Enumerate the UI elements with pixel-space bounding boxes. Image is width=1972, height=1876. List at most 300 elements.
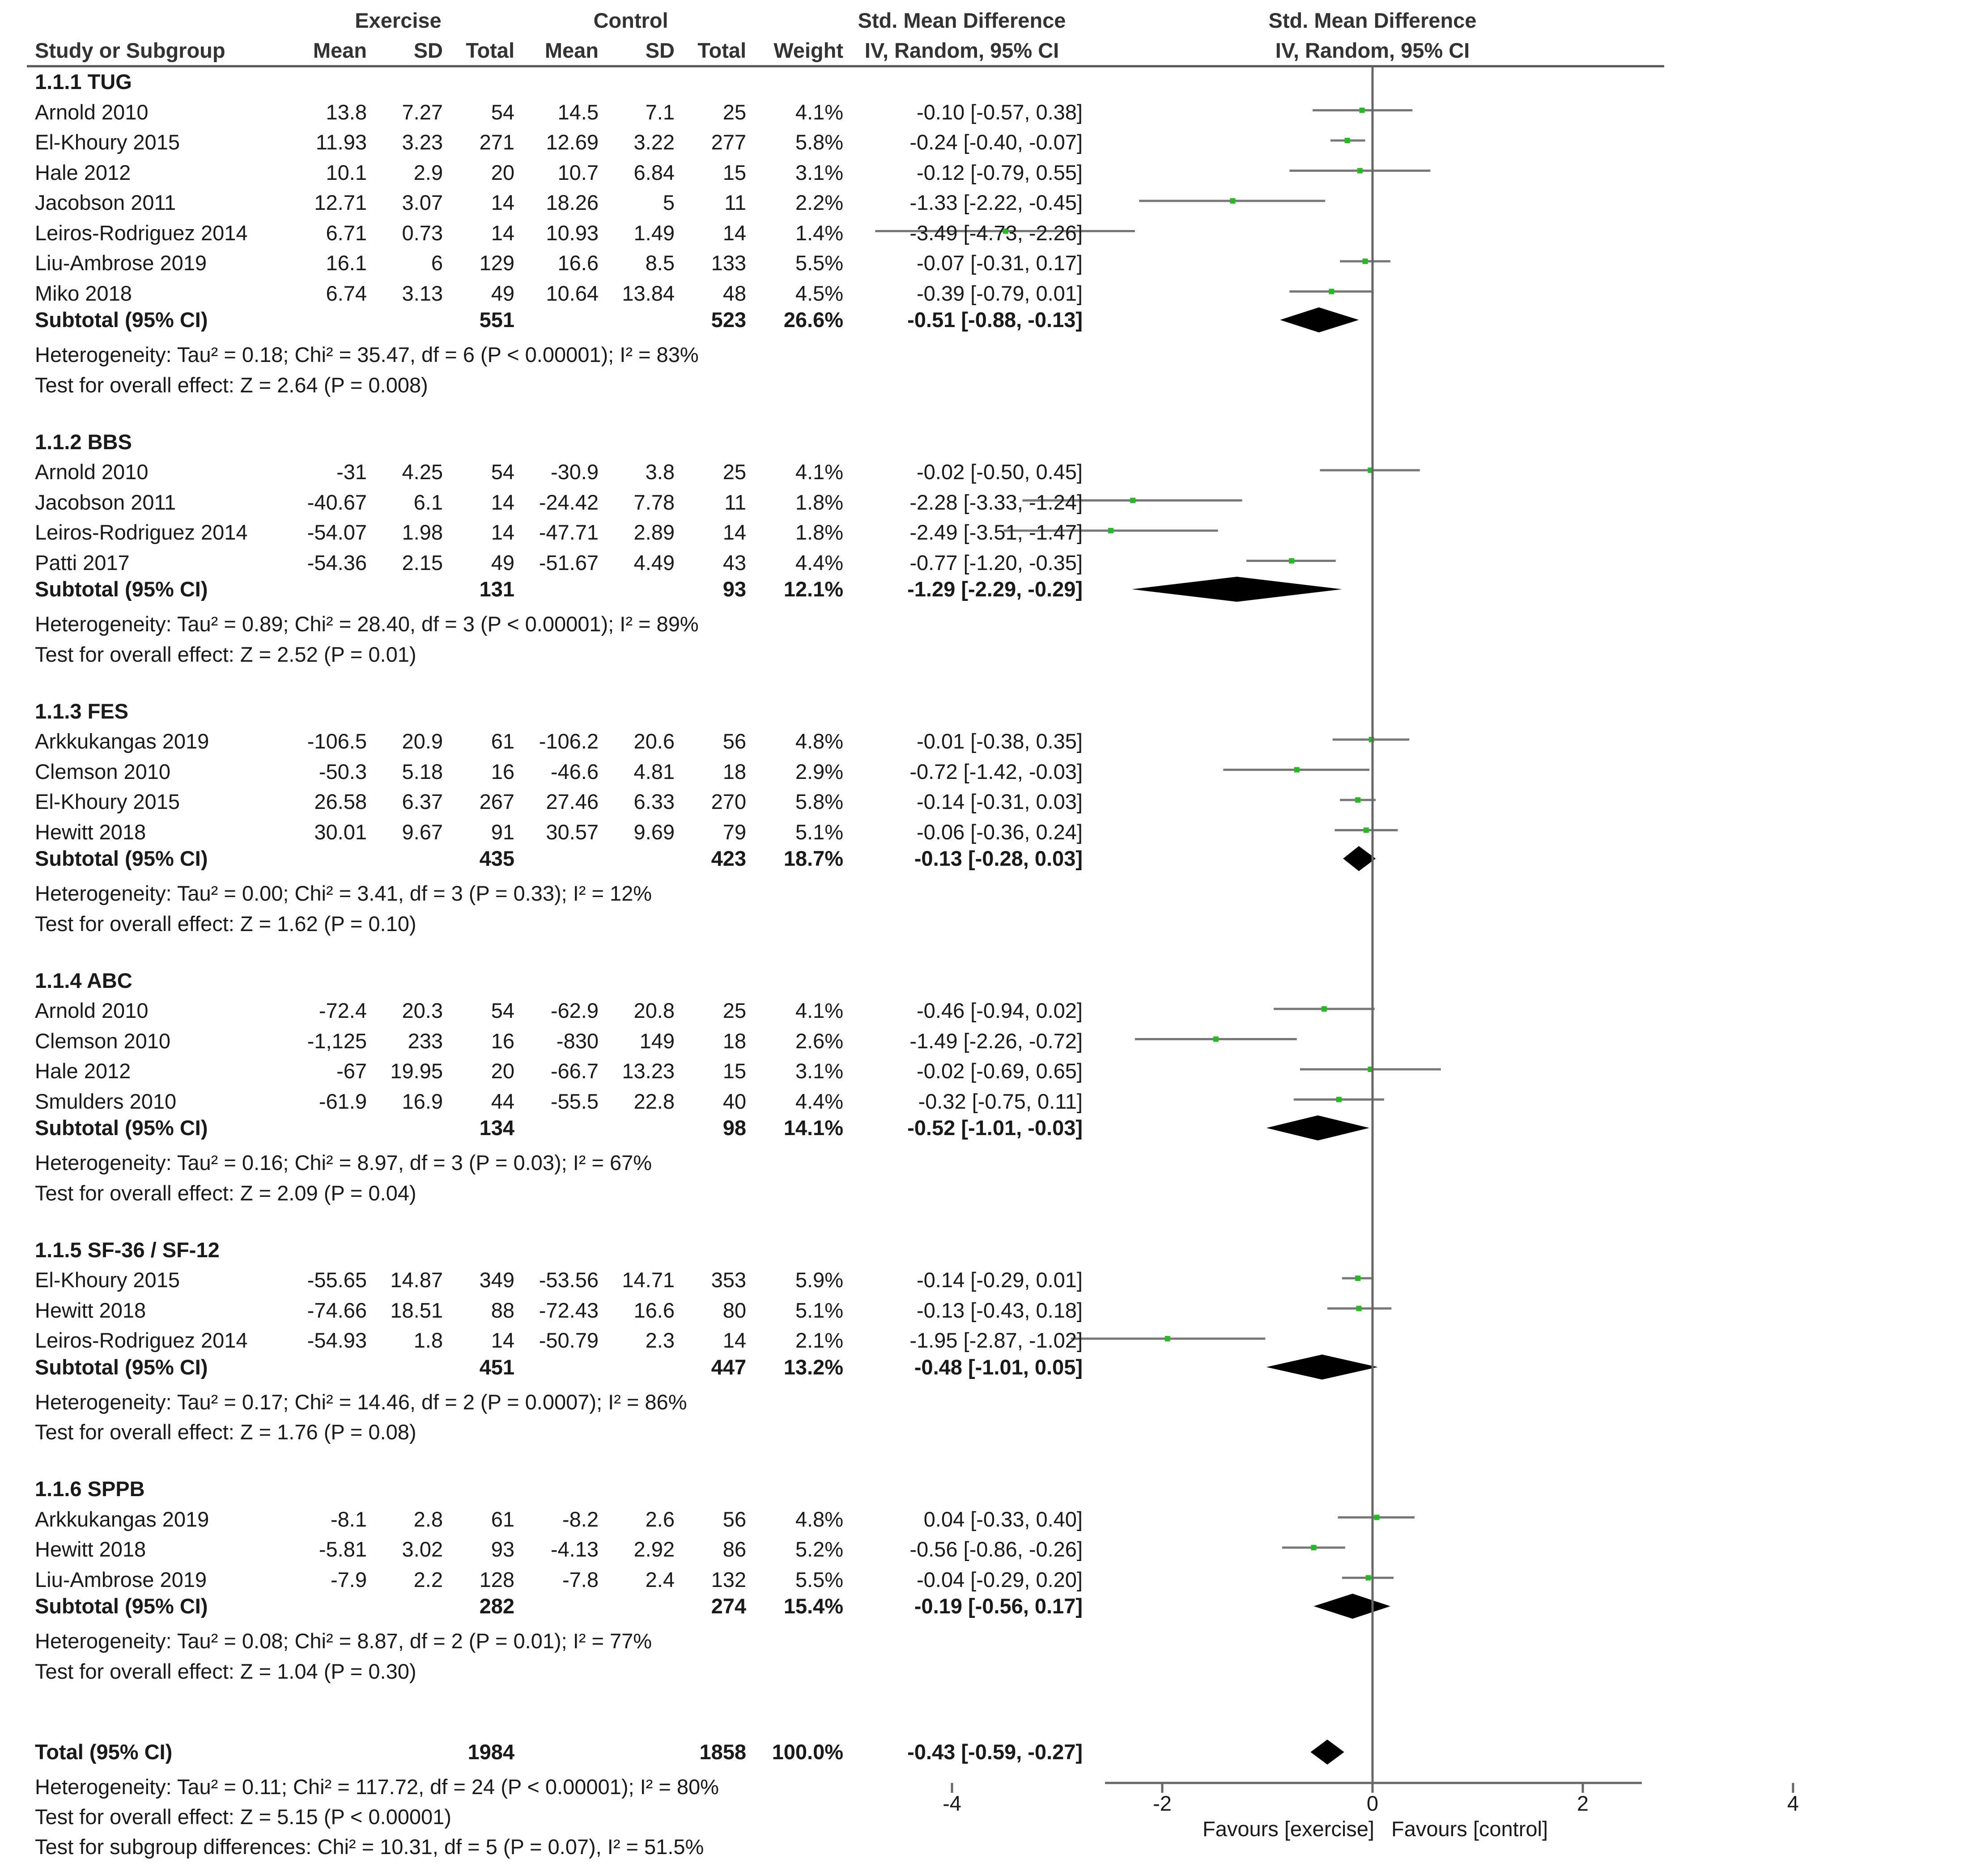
exercise-sd: 1.98 [402, 520, 443, 544]
exercise-mean: -54.93 [307, 1328, 367, 1352]
study-weight: 4.5% [795, 281, 843, 305]
study-name: Liu-Ambrose 2019 [35, 251, 207, 275]
exercise-mean: -106.5 [307, 729, 367, 753]
exercise-sd: 19.95 [390, 1059, 443, 1083]
total-control: 1858 [699, 1740, 746, 1764]
control-total: 15 [722, 160, 746, 184]
subtotal-diamond [1132, 577, 1342, 602]
exercise-sd: 6.1 [413, 490, 443, 514]
subtotal-weight: 13.2% [783, 1355, 843, 1379]
control-mean: -106.2 [539, 729, 599, 753]
exercise-total: 14 [491, 490, 514, 514]
exercise-sd: 233 [408, 1029, 443, 1053]
study-point-marker [1345, 138, 1350, 143]
study-weight: 5.8% [795, 130, 843, 154]
control-sd: 4.81 [633, 759, 675, 783]
exercise-mean: -55.65 [307, 1268, 367, 1292]
study-weight: 5.1% [795, 820, 843, 844]
header-plot: Std. Mean Difference [1268, 9, 1477, 32]
study-effect-ci: -0.13 [-0.43, 0.18] [916, 1298, 1083, 1322]
overall-effect-test: Test for overall effect: Z = 2.09 (P = 0.04) [35, 1181, 416, 1205]
study-weight: 2.9% [795, 759, 843, 783]
subgroup-differences-test: Test for subgroup differences: Chi² = 10.31, df = 5 (P = 0.07), I² = 51.5% [35, 1835, 704, 1859]
total-heterogeneity: Heterogeneity: Tau² = 0.11; Chi² = 117.72, df = 24 (P < 0.00001); I² = 80% [35, 1775, 719, 1799]
control-total: 15 [722, 1059, 746, 1083]
total-weight: 100.0% [772, 1740, 843, 1764]
subtotal-label: Subtotal (95% CI) [35, 1116, 208, 1140]
exercise-total: 271 [479, 130, 514, 154]
exercise-mean: 11.93 [315, 130, 367, 154]
exercise-total: 93 [491, 1537, 514, 1561]
subtotal-control-total: 93 [722, 577, 746, 601]
study-point-marker [1311, 1545, 1316, 1550]
subtotal-control-total: 447 [711, 1355, 746, 1379]
study-weight: 5.5% [795, 251, 843, 275]
x-tick-label: 0 [1366, 1791, 1379, 1815]
study-point-marker [1294, 767, 1300, 773]
study-point-marker [1360, 108, 1365, 113]
control-mean: -30.9 [550, 460, 599, 484]
study-point-marker [1355, 797, 1360, 803]
control-total: 11 [724, 191, 746, 214]
subtotal-control-total: 523 [711, 308, 746, 332]
study-weight: 5.9% [795, 1268, 843, 1292]
exercise-mean: 6.74 [326, 281, 367, 305]
study-weight: 3.1% [795, 160, 843, 184]
axis-label-favours-control: Favours [control] [1391, 1817, 1548, 1841]
study-name: Arnold 2010 [35, 100, 149, 124]
header-total-control: Total [697, 38, 746, 62]
control-total: 270 [711, 790, 746, 813]
exercise-sd: 1.8 [413, 1328, 443, 1352]
study-point-marker [1322, 1006, 1327, 1012]
control-mean: -62.9 [550, 999, 599, 1022]
study-point-marker [1355, 1276, 1360, 1281]
study-weight: 2.6% [795, 1029, 843, 1053]
study-point-marker [1363, 259, 1368, 264]
control-mean: -72.43 [539, 1298, 599, 1322]
control-total: 14 [722, 520, 746, 544]
control-total: 18 [722, 759, 746, 783]
subtotal-control-total: 423 [711, 847, 746, 870]
control-sd: 9.69 [633, 820, 675, 844]
control-sd: 1.49 [633, 221, 675, 245]
study-weight: 2.2% [795, 191, 843, 214]
exercise-mean: -61.9 [319, 1089, 367, 1113]
heterogeneity-text: Heterogeneity: Tau² = 0.00; Chi² = 3.41, df = 3 (P = 0.33); I² = 12% [35, 881, 652, 905]
exercise-total: 128 [479, 1567, 514, 1591]
control-total: 25 [722, 100, 746, 124]
x-tick-label: 2 [1577, 1791, 1589, 1815]
exercise-sd: 0.73 [402, 221, 443, 245]
subtotal-effect-ci: -0.52 [-1.01, -0.03] [907, 1116, 1083, 1140]
subtotal-label: Subtotal (95% CI) [35, 1355, 208, 1379]
exercise-mean: -72.4 [319, 999, 367, 1022]
study-weight: 4.4% [795, 1089, 843, 1113]
subtotal-control-total: 274 [711, 1594, 746, 1618]
subgroup-title: 1.1.6 SPPB [35, 1477, 145, 1501]
subtotal-weight: 26.6% [783, 308, 843, 332]
exercise-sd: 6.37 [402, 790, 443, 813]
study-point-marker [1374, 1515, 1379, 1520]
study-name: Jacobson 2011 [35, 191, 176, 214]
study-effect-ci: -0.02 [-0.69, 0.65] [916, 1059, 1083, 1083]
header-total-exercise: Total [466, 38, 514, 62]
control-mean: 27.46 [546, 790, 599, 813]
study-weight: 4.4% [795, 550, 843, 574]
study-effect-ci: -0.07 [-0.31, 0.17] [916, 251, 1083, 275]
exercise-sd: 2.8 [413, 1507, 443, 1531]
total-label: Total (95% CI) [35, 1740, 173, 1764]
control-total: 14 [722, 221, 746, 245]
control-total: 86 [722, 1537, 746, 1561]
total-diamond [1310, 1740, 1344, 1765]
control-sd: 2.3 [645, 1328, 675, 1352]
control-sd: 2.92 [633, 1537, 675, 1561]
subtotal-effect-ci: -1.29 [-2.29, -0.29] [907, 577, 1083, 601]
control-total: 18 [722, 1029, 746, 1053]
study-point-marker [1357, 168, 1363, 174]
study-effect-ci: -0.77 [-1.20, -0.35] [910, 550, 1083, 574]
exercise-total: 61 [491, 729, 514, 753]
subtotal-diamond [1343, 846, 1376, 871]
subtotal-label: Subtotal (95% CI) [35, 1594, 208, 1618]
total-exercise: 1984 [468, 1740, 514, 1764]
exercise-mean: 6.71 [326, 221, 367, 245]
exercise-total: 16 [491, 759, 514, 783]
header-plot-method: IV, Random, 95% CI [1275, 38, 1470, 62]
study-weight: 5.1% [795, 1298, 843, 1322]
study-point-marker [1356, 1306, 1361, 1311]
exercise-total: 14 [491, 221, 514, 245]
study-name: Miko 2018 [35, 281, 132, 305]
subtotal-diamond [1266, 1115, 1369, 1140]
subtotal-weight: 15.4% [783, 1594, 843, 1618]
study-name: El-Khoury 2015 [35, 1268, 180, 1292]
header-smd: Std. Mean Difference [858, 9, 1066, 32]
study-point-marker [1108, 528, 1114, 533]
overall-effect-test: Test for overall effect: Z = 1.04 (P = 0.30) [35, 1659, 416, 1683]
control-mean: -50.79 [539, 1328, 599, 1352]
exercise-total: 49 [491, 281, 514, 305]
control-sd: 2.89 [633, 520, 675, 544]
exercise-mean: -50.3 [319, 759, 367, 783]
header-mean-control: Mean [544, 38, 599, 62]
exercise-mean: -31 [336, 460, 367, 484]
study-effect-ci: -0.56 [-0.86, -0.26] [910, 1537, 1083, 1561]
control-total: 277 [711, 130, 746, 154]
exercise-total: 14 [491, 191, 514, 214]
exercise-sd: 3.23 [402, 130, 443, 154]
control-mean: -7.8 [562, 1567, 599, 1591]
exercise-mean: 10.1 [326, 160, 367, 184]
exercise-sd: 20.3 [402, 999, 443, 1022]
study-point-marker [1329, 289, 1334, 294]
exercise-sd: 9.67 [402, 820, 443, 844]
exercise-total: 91 [491, 820, 514, 844]
exercise-total: 61 [491, 1507, 514, 1531]
exercise-total: 267 [479, 790, 514, 813]
exercise-total: 49 [491, 550, 514, 574]
control-total: 56 [722, 729, 746, 753]
x-tick-label: 4 [1787, 1791, 1799, 1815]
exercise-mean: -5.81 [319, 1537, 367, 1561]
exercise-sd: 3.13 [402, 281, 443, 305]
study-effect-ci: -0.24 [-0.40, -0.07] [910, 130, 1083, 154]
axis-label-favours-exercise: Favours [exercise] [1203, 1817, 1374, 1841]
exercise-total: 16 [491, 1029, 514, 1053]
exercise-mean: 13.8 [326, 100, 367, 124]
control-total: 353 [711, 1268, 746, 1292]
study-effect-ci: -3.49 [-4.73, -2.26] [910, 221, 1083, 245]
exercise-total: 349 [479, 1268, 514, 1292]
exercise-total: 20 [491, 160, 514, 184]
control-sd: 8.5 [645, 251, 675, 275]
subtotal-diamond [1266, 1355, 1378, 1380]
subtotal-effect-ci: -0.48 [-1.01, 0.05] [914, 1355, 1083, 1379]
control-mean: 10.64 [546, 281, 599, 305]
header-sd-exercise: SD [413, 38, 443, 62]
study-name: Hewitt 2018 [35, 1298, 146, 1322]
study-point-marker [1165, 1336, 1170, 1341]
subtotal-exercise-total: 134 [479, 1116, 514, 1140]
subgroup-title: 1.1.3 FES [35, 699, 128, 723]
control-sd: 22.8 [633, 1089, 675, 1113]
exercise-total: 20 [491, 1059, 514, 1083]
subtotal-control-total: 98 [722, 1116, 746, 1140]
subgroup-title: 1.1.2 BBS [35, 430, 132, 454]
control-mean: 14.5 [557, 100, 599, 124]
study-effect-ci: -0.12 [-0.79, 0.55] [916, 160, 1083, 184]
exercise-mean: 26.58 [314, 790, 367, 813]
study-point-marker [1289, 558, 1294, 564]
exercise-mean: -74.66 [307, 1298, 367, 1322]
subtotal-weight: 12.1% [783, 577, 843, 601]
subtotal-diamond [1280, 307, 1359, 332]
header-smd-method: IV, Random, 95% CI [864, 38, 1059, 62]
control-mean: -55.5 [550, 1089, 599, 1113]
control-mean: -51.67 [539, 550, 599, 574]
study-effect-ci: -0.72 [-1.42, -0.03] [910, 759, 1083, 783]
exercise-total: 54 [491, 999, 514, 1022]
subgroup-title: 1.1.5 SF-36 / SF-12 [35, 1238, 220, 1262]
control-mean: -24.42 [539, 490, 599, 514]
control-total: 80 [722, 1298, 746, 1322]
control-sd: 14.71 [622, 1268, 675, 1292]
control-sd: 149 [639, 1029, 675, 1053]
control-mean: 10.93 [546, 221, 599, 245]
exercise-total: 14 [491, 1328, 514, 1352]
control-total: 11 [724, 490, 746, 514]
header-sd-control: SD [645, 38, 675, 62]
control-sd: 13.84 [622, 281, 675, 305]
study-effect-ci: -1.49 [-2.26, -0.72] [910, 1029, 1083, 1053]
subtotal-diamond [1313, 1594, 1390, 1619]
study-name: Smulders 2010 [35, 1089, 177, 1113]
overall-effect-test: Test for overall effect: Z = 2.64 (P = 0.008) [35, 373, 428, 397]
subtotal-effect-ci: -0.51 [-0.88, -0.13] [907, 308, 1083, 332]
study-weight: 4.1% [795, 999, 843, 1022]
overall-effect-test: Test for overall effect: Z = 1.76 (P = 0.08) [35, 1420, 416, 1444]
subtotal-label: Subtotal (95% CI) [35, 577, 208, 601]
study-weight: 4.1% [795, 460, 843, 484]
control-total: 48 [722, 281, 746, 305]
control-sd: 16.6 [633, 1298, 675, 1322]
control-total: 132 [711, 1567, 746, 1591]
control-sd: 3.22 [633, 130, 675, 154]
exercise-sd: 14.87 [390, 1268, 443, 1292]
study-weight: 1.4% [795, 221, 843, 245]
exercise-total: 129 [479, 251, 514, 275]
study-effect-ci: -0.06 [-0.36, 0.24] [916, 820, 1083, 844]
total-effect-test: Test for overall effect: Z = 5.15 (P < 0.00001) [35, 1805, 451, 1829]
subtotal-exercise-total: 451 [479, 1355, 514, 1379]
control-mean: -8.2 [562, 1507, 599, 1531]
study-name: Liu-Ambrose 2019 [35, 1567, 207, 1591]
study-name: Jacobson 2011 [35, 490, 176, 514]
exercise-sd: 20.9 [402, 729, 443, 753]
subtotal-label: Subtotal (95% CI) [35, 308, 208, 332]
study-effect-ci: -1.33 [-2.22, -0.45] [910, 191, 1083, 214]
control-total: 133 [711, 251, 746, 275]
study-name: Leiros-Rodriguez 2014 [35, 221, 248, 245]
heterogeneity-text: Heterogeneity: Tau² = 0.16; Chi² = 8.97, df = 3 (P = 0.03); I² = 67% [35, 1151, 652, 1174]
heterogeneity-text: Heterogeneity: Tau² = 0.17; Chi² = 14.46, df = 2 (P = 0.0007); I² = 86% [35, 1390, 687, 1414]
exercise-sd: 18.51 [390, 1298, 443, 1322]
study-name: Clemson 2010 [35, 759, 171, 783]
exercise-sd: 6 [431, 251, 443, 275]
exercise-mean: 16.1 [326, 251, 367, 275]
header-weight: Weight [774, 38, 843, 62]
study-name: El-Khoury 2015 [35, 130, 180, 154]
control-mean: -4.13 [550, 1537, 599, 1561]
subtotal-effect-ci: -0.13 [-0.28, 0.03] [914, 847, 1083, 870]
control-total: 25 [722, 460, 746, 484]
heterogeneity-text: Heterogeneity: Tau² = 0.89; Chi² = 28.40, df = 3 (P < 0.00001); I² = 89% [35, 612, 699, 636]
exercise-total: 88 [491, 1298, 514, 1322]
study-weight: 1.8% [795, 490, 843, 514]
exercise-total: 54 [491, 460, 514, 484]
control-mean: -46.6 [550, 759, 599, 783]
study-weight: 5.5% [795, 1567, 843, 1591]
subtotal-weight: 18.7% [783, 847, 843, 870]
exercise-sd: 3.02 [402, 1537, 443, 1561]
control-total: 40 [722, 1089, 746, 1113]
exercise-total: 54 [491, 100, 514, 124]
study-effect-ci: 0.04 [-0.33, 0.40] [923, 1507, 1083, 1531]
exercise-mean: -8.1 [331, 1507, 367, 1531]
control-mean: 30.57 [546, 820, 599, 844]
study-effect-ci: -0.10 [-0.57, 0.38] [916, 100, 1083, 124]
exercise-mean: -54.07 [307, 520, 367, 544]
control-mean: 16.6 [557, 251, 599, 275]
study-name: Clemson 2010 [35, 1029, 171, 1053]
study-weight: 5.8% [795, 790, 843, 813]
control-mean: 10.7 [557, 160, 599, 184]
exercise-total: 44 [491, 1089, 514, 1113]
control-sd: 4.49 [633, 550, 675, 574]
study-weight: 4.8% [795, 729, 843, 753]
study-effect-ci: -0.14 [-0.29, 0.01] [916, 1268, 1083, 1292]
heterogeneity-text: Heterogeneity: Tau² = 0.18; Chi² = 35.47, df = 6 (P < 0.00001); I² = 83% [35, 343, 699, 366]
control-sd: 7.1 [645, 100, 675, 124]
study-weight: 4.1% [795, 100, 843, 124]
study-weight: 4.8% [795, 1507, 843, 1531]
study-name: Hewitt 2018 [35, 820, 146, 844]
study-weight: 1.8% [795, 520, 843, 544]
control-total: 25 [722, 999, 746, 1022]
subgroup-title: 1.1.4 ABC [35, 968, 132, 992]
study-effect-ci: -2.49 [-3.51, -1.47] [910, 520, 1083, 544]
study-effect-ci: -1.95 [-2.87, -1.02] [910, 1328, 1083, 1352]
exercise-sd: 2.15 [402, 550, 443, 574]
overall-effect-test: Test for overall effect: Z = 2.52 (P = 0.01) [35, 642, 416, 666]
study-point-marker [1366, 1575, 1371, 1581]
control-sd: 7.78 [633, 490, 675, 514]
exercise-sd: 2.2 [413, 1567, 443, 1591]
control-sd: 20.6 [633, 729, 675, 753]
x-tick-label: -4 [943, 1791, 961, 1815]
header-exercise: Exercise [355, 9, 442, 32]
study-point-marker [1130, 498, 1135, 503]
study-point-marker [1336, 1097, 1342, 1102]
exercise-mean: -67 [336, 1059, 367, 1083]
exercise-sd: 2.9 [413, 160, 443, 184]
control-mean: 18.26 [546, 191, 599, 214]
subtotal-label: Subtotal (95% CI) [35, 847, 208, 870]
exercise-sd: 16.9 [402, 1089, 443, 1113]
study-effect-ci: -0.01 [-0.38, 0.35] [916, 729, 1083, 753]
control-sd: 20.8 [633, 999, 675, 1022]
control-total: 79 [722, 820, 746, 844]
exercise-mean: -1,125 [307, 1029, 367, 1053]
control-sd: 13.23 [622, 1059, 675, 1083]
subtotal-weight: 14.1% [783, 1116, 843, 1140]
subtotal-exercise-total: 435 [479, 847, 514, 870]
header-study: Study or Subgroup [35, 38, 225, 62]
control-total: 56 [722, 1507, 746, 1531]
study-point-marker [1364, 828, 1369, 833]
header-mean-exercise: Mean [313, 38, 367, 62]
study-effect-ci: -0.39 [-0.79, 0.01] [916, 281, 1083, 305]
control-sd: 2.6 [645, 1507, 675, 1531]
subtotal-exercise-total: 131 [479, 577, 514, 601]
exercise-sd: 3.07 [402, 191, 443, 214]
study-effect-ci: -0.04 [-0.29, 0.20] [916, 1567, 1083, 1591]
subtotal-effect-ci: -0.19 [-0.56, 0.17] [914, 1594, 1083, 1618]
exercise-sd: 7.27 [402, 100, 443, 124]
study-name: Leiros-Rodriguez 2014 [35, 520, 248, 544]
subtotal-exercise-total: 551 [479, 308, 514, 332]
control-sd: 3.8 [645, 460, 675, 484]
x-tick-label: -2 [1153, 1791, 1172, 1815]
exercise-mean: 12.71 [314, 191, 367, 214]
exercise-sd: 5.18 [402, 759, 443, 783]
exercise-mean: -7.9 [331, 1567, 367, 1591]
overall-effect-test: Test for overall effect: Z = 1.62 (P = 0.10) [35, 911, 416, 936]
study-name: Hewitt 2018 [35, 1537, 146, 1561]
study-name: Arkkukangas 2019 [35, 1507, 209, 1531]
study-weight: 5.2% [795, 1537, 843, 1561]
control-total: 14 [722, 1328, 746, 1352]
total-effect-ci: -0.43 [-0.59, -0.27] [907, 1740, 1083, 1764]
study-point-marker [1230, 198, 1235, 204]
study-name: Hale 2012 [35, 1059, 131, 1083]
control-total: 43 [722, 550, 746, 574]
study-effect-ci: -0.02 [-0.50, 0.45] [916, 460, 1083, 484]
study-effect-ci: -2.28 [-3.33, -1.24] [910, 490, 1083, 514]
study-weight: 2.1% [795, 1328, 843, 1352]
